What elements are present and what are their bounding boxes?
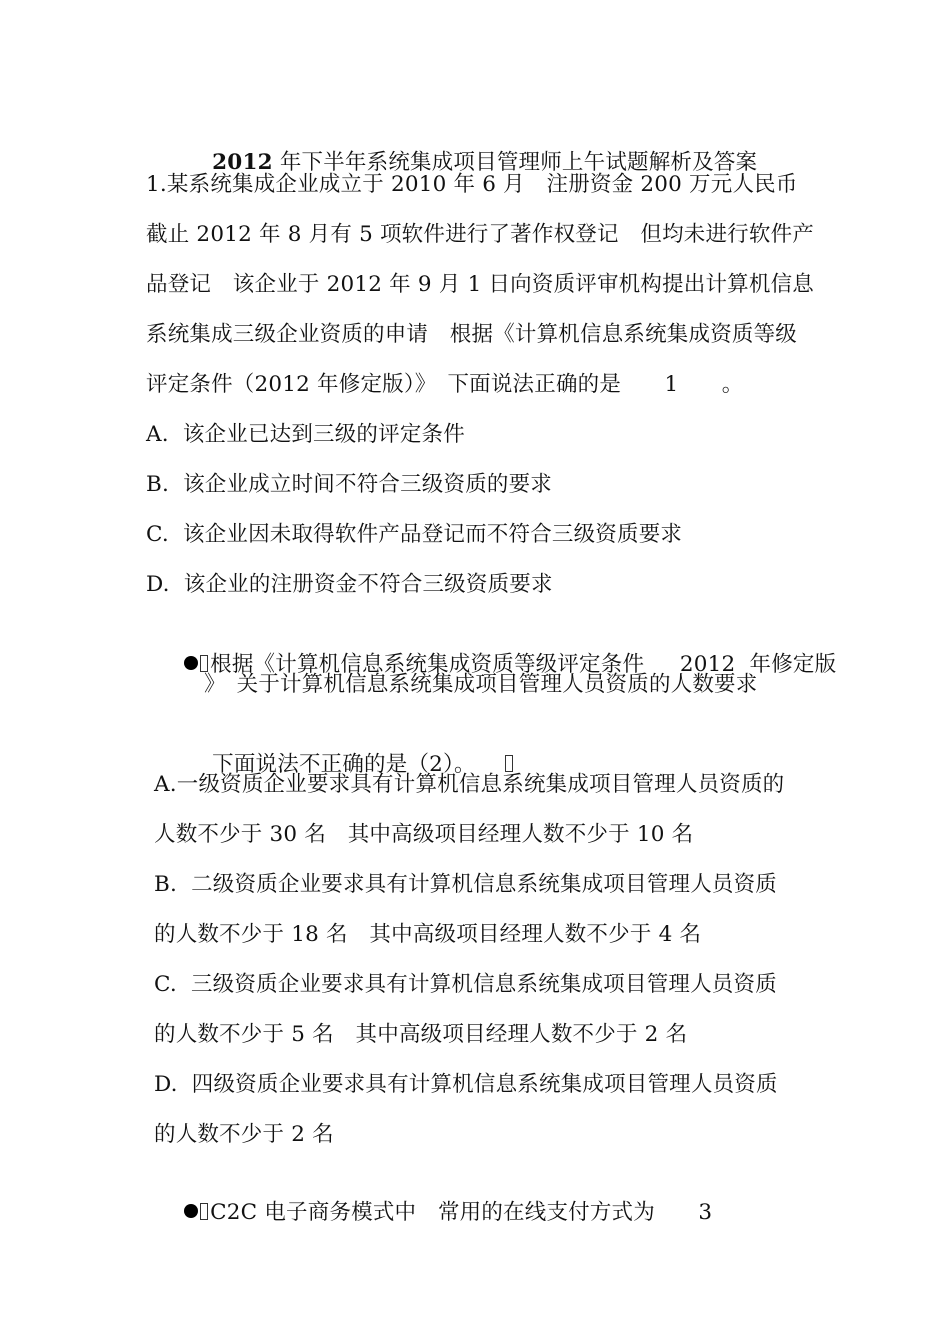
q3-line-1 xyxy=(156,1168,712,1258)
q2-line-1-text: 根据《计算机信息系统集成资质等级评定条件 2012 年修定版 xyxy=(210,652,837,677)
q2-option-b-1: B. 二级资质企业要求具有计算机信息系统集成项目管理人员资质 xyxy=(154,872,778,897)
q2-line-3-text: 下面说法不正确的是（2）。 xyxy=(212,752,487,777)
q1-line-3: 品登记 该企业于 2012 年 9 月 1 日向资质评审机构提出计算机信息 xyxy=(146,272,814,297)
q2-option-c-2: 的人数不少于 5 名 其中高级项目经理人数不少于 2 名 xyxy=(154,1022,688,1047)
q2-option-a-2: 人数不少于 30 名 其中高级项目经理人数不少于 10 名 xyxy=(154,822,694,847)
q1-option-b: B. 该企业成立时间不符合三级资质的要求 xyxy=(146,472,553,497)
missing-glyph-icon xyxy=(200,655,208,672)
q2-option-d-2: 的人数不少于 2 名 xyxy=(154,1122,334,1147)
q1-option-a: A. 该企业已达到三级的评定条件 xyxy=(146,422,465,447)
q1-option-d: D. 该企业的注册资金不符合三级资质要求 xyxy=(146,572,553,597)
q1-line-1: 1.某系统集成企业成立于 2010 年 6 月 注册资金 200 万元人民币 xyxy=(146,172,798,197)
q2-option-b-2: 的人数不少于 18 名 其中高级项目经理人数不少于 4 名 xyxy=(154,922,702,947)
q1-option-c: C. 该企业因未取得软件产品登记而不符合三级资质要求 xyxy=(146,522,683,547)
q2-option-a-1: A.一级资质企业要求具有计算机信息系统集成项目管理人员资质的 xyxy=(154,772,785,797)
q2-option-c-1: C. 三级资质企业要求具有计算机信息系统集成项目管理人员资质 xyxy=(154,972,777,997)
q1-line-2: 截止 2012 年 8 月有 5 项软件进行了著作权登记 但均未进行软件产 xyxy=(146,222,814,247)
missing-glyph-icon xyxy=(200,1203,208,1220)
bullet-icon xyxy=(184,656,198,670)
q2-line-2: 》 关于计算机信息系统集成项目管理人员资质的人数要求 xyxy=(204,672,758,697)
title-text: 年下半年系统集成项目管理师上午试题解析及答案 xyxy=(272,150,758,175)
title-year: 2012 xyxy=(212,150,273,175)
missing-glyph-icon xyxy=(505,755,513,772)
q1-line-4: 系统集成三级企业资质的申请 根据《计算机信息系统集成资质等级 xyxy=(146,322,798,347)
q1-line-5: 评定条件（2012 年修定版）》 下面说法正确的是 1 。 xyxy=(146,372,744,397)
bullet-icon xyxy=(184,1204,198,1218)
q2-option-d-1: D. 四级资质企业要求具有计算机信息系统集成项目管理人员资质 xyxy=(154,1072,778,1097)
q3-line-1-text: C2C 电子商务模式中 常用的在线支付方式为 3 xyxy=(210,1200,713,1225)
